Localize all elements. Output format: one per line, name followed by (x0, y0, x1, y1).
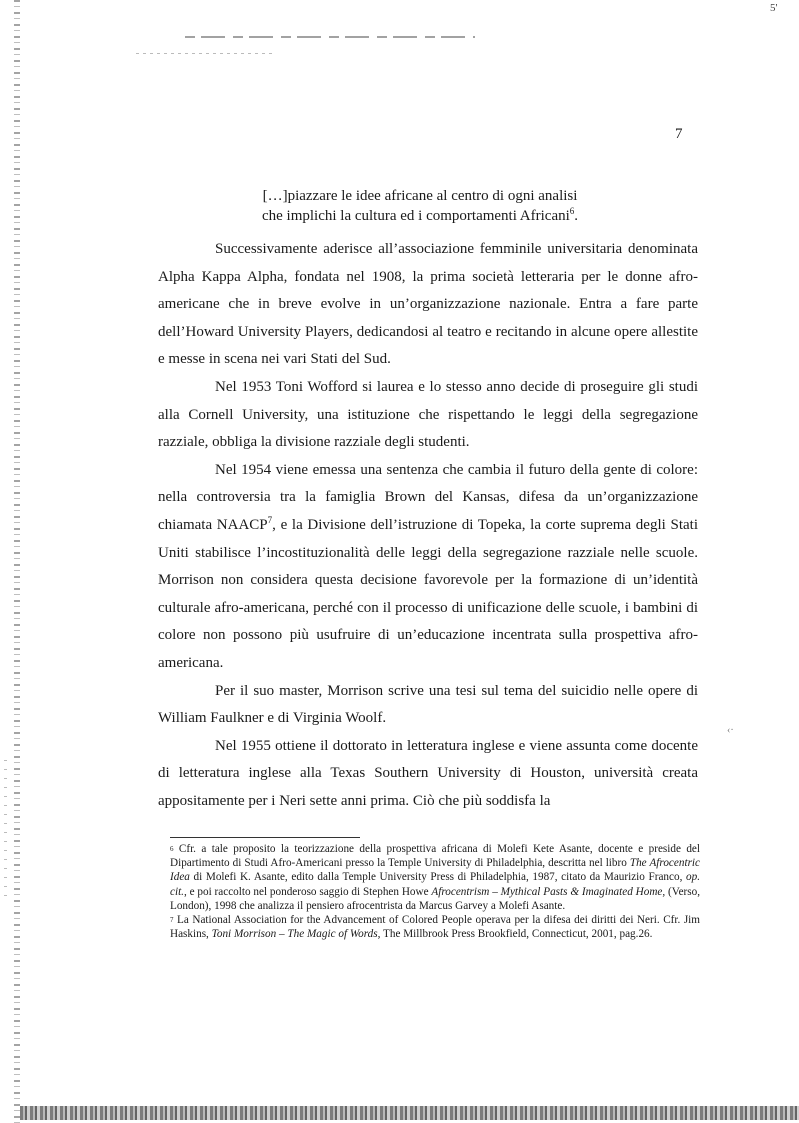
paragraph-4: Per il suo master, Morrison scrive una tesi sul tema del suicidio nelle opere di William Faulkner e di Virginia Woolf. (158, 682, 698, 727)
scan-border-left (14, 0, 20, 1123)
footnote-7-title: Toni Morrison – The Magic of Words, (211, 928, 381, 941)
footnote-6-op-cit: op. cit. (170, 871, 700, 898)
scan-border-bottom (20, 1106, 799, 1120)
footnote-6-text-b: di Molefi K. Asante, edito dalla Temple University Press di Philadelphia, 1987, citato da Maurizio Franco, (189, 871, 687, 884)
footnote-7-text-a: La National Association for the Advancement of Colored People operava per la difesa dei diritti dei Neri. Cfr. Jim Haskins, (170, 914, 700, 941)
footnote-6-text-d: (Verso, London), 1998 che analizza il pensiero afrocentrista da Marcus Garvey a Molefi Asante. (170, 885, 701, 912)
quote-line-1: […]piazzare le idee africane al centro di ogni analisi (262, 188, 578, 204)
footnote-6-number: 6 (170, 845, 174, 853)
footnote-7 (170, 913, 700, 941)
footnote-6-title-b: Afrocentrism – Mythical Pasts & Imaginated Home, (431, 885, 666, 898)
margin-mark: ‹· (727, 725, 734, 736)
scan-dashes-top (185, 36, 475, 38)
paragraph-1: Successivamente aderisce all’associazione femminile universitaria denominata Alpha Kappa Alpha, fondata nel 1908, la prima società letteraria per le donne afro-americane che in breve evolve in un’organizzazione nazionale. Entra a fare parte dell’Howard University Players, dedicandosi al teatro e recitando in alcune opere allestite e messe in scena nei vari Stati del Sud. (158, 241, 698, 368)
footnotes (170, 842, 700, 941)
paragraph-2: Nel 1953 Toni Wofford si laurea e lo stesso anno decide di proseguire gli studi alla Cornell University, una istituzione che rispettando le leggi della segregazione razziale, obbliga la divisione razziale degli studenti. (158, 378, 698, 451)
scan-marks-left (4, 760, 7, 900)
body-text (158, 236, 698, 815)
paragraph-3-start: Nel 1954 viene emessa una sentenza che cambia il futuro della gente di colore: nella controversia tra la famiglia Brown del Kansas, difesa da un’organizzazione chiamata NAACP (158, 461, 698, 533)
quote-end: . (574, 208, 579, 224)
quote-line-2 (200, 206, 640, 226)
footnote-6 (170, 842, 700, 913)
page-number: 7 (675, 126, 683, 142)
block-quote (200, 186, 640, 226)
footnote-6-title-a: The Afrocentric Idea (170, 857, 700, 884)
footnote-6-text-a: Cfr. a tale proposito la teorizzazione della prospettiva africana di Molefi Kete Asante, docente e preside del Dipartimento di Studi Afro-Americani presso la Temple University di Philadelphia, descritta nel libro (170, 843, 700, 870)
footnote-6-text-c: , e poi raccolto nel ponderoso saggio di Stephen Howe (183, 885, 432, 898)
paragraph-3 (158, 457, 698, 678)
footnote-7-text-b: The Millbrook Press Brookfield, Connecticut, 2001, pag.26. (380, 928, 653, 941)
quote-line-2-text: che implichi la cultura ed i comportamenti Africani (261, 208, 570, 224)
footnote-separator (170, 837, 360, 838)
footnote-ref-6: 6 (569, 206, 575, 216)
paragraph-5: Nel 1955 ottiene il dottorato in letteratura inglese e viene assunta come docente di letteratura inglese alla Texas Southern University di Houston, università creata appositamente per i Neri sette anni prima. Ciò che più soddisfa la (158, 737, 698, 809)
corner-mark: 5' (770, 2, 778, 14)
footnote-7-number: 7 (170, 916, 174, 925)
scan-dots-top (136, 53, 276, 54)
footnote-ref-7: 7 (267, 514, 273, 525)
paragraph-3-end: , e la Divisione dell’istruzione di Topeka, la corte suprema degli Stati Uniti stabilisce l’incostituzionalità delle leggi della segregazione razziale nelle scuole. Morrison non considera questa decisione favorevole per la formazione di un’identità culturale afro-americana, perché con il processo di unificazione delle scuole, i bambini di colore non possono più usufruire di un’educazione incentrata sulla prospettiva afro-americana. (158, 516, 698, 671)
